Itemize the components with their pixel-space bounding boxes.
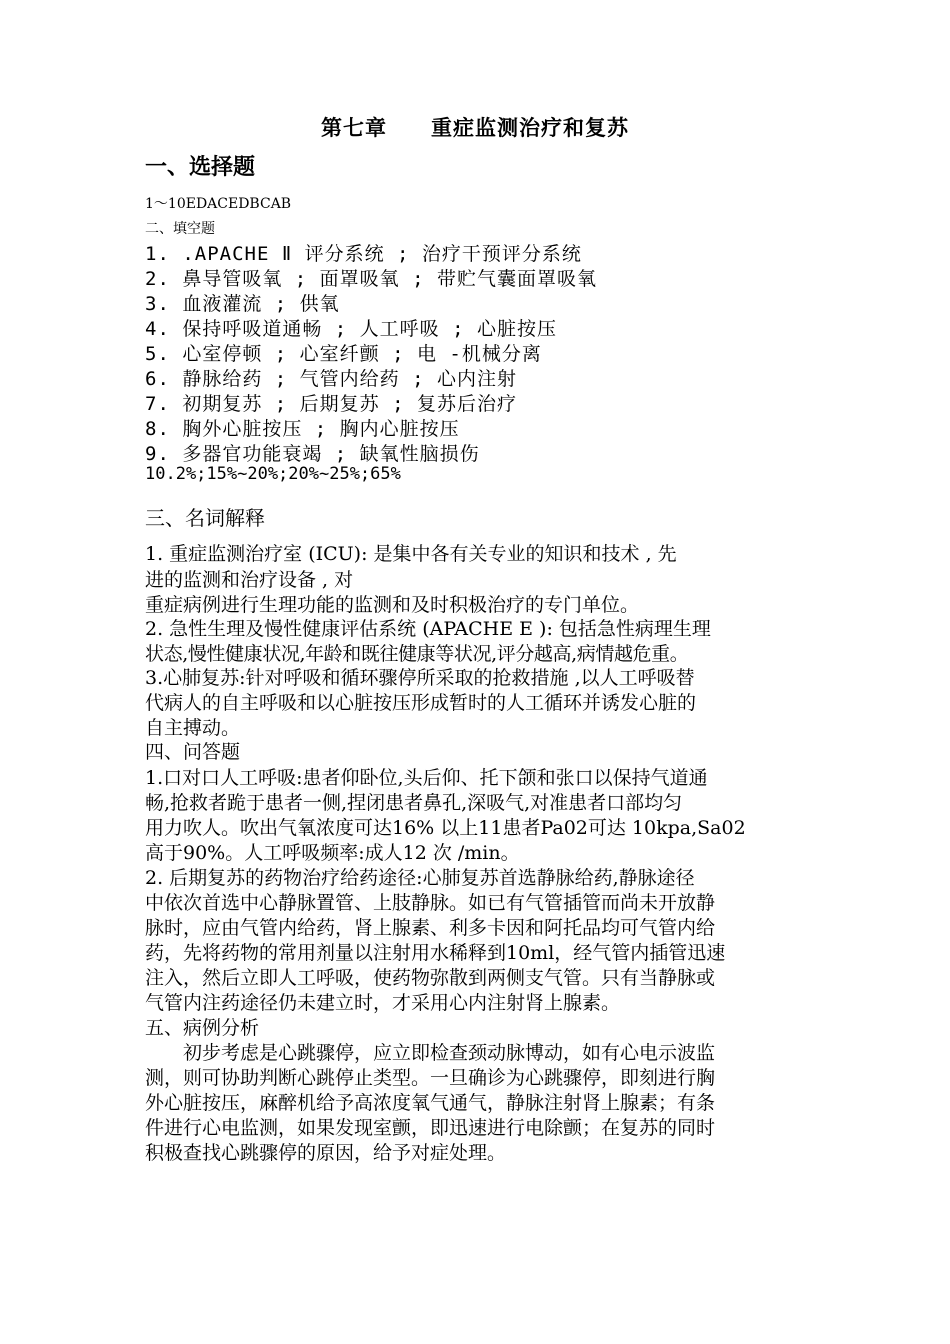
answer-line: 药，先将药物的常用剂量以注射用水稀释到10ml，经气管内插管迅速 <box>145 942 726 964</box>
term-line: 代病人的自主呼吸和以心脏按压形成暂时的人工循环并诱发心脏的 <box>145 692 697 714</box>
answer-line: 中依次首选中心静脉置管、上肢静脉。如已有气管插管而尚未开放静 <box>145 892 716 914</box>
answer-line: 气管内注药途径仍未建立时，才采用心内注射肾上腺素。 <box>145 992 621 1014</box>
case-line: 初步考虑是心跳骤停，应立即检查颈动脉博动，如有心电示波监 <box>145 1042 716 1064</box>
term-line: 状态,慢性健康状况,年龄和既往健康等状况,评分越高,病情越危重。 <box>145 643 689 665</box>
answer-line: 2. 后期复苏的药物治疗给药途径:心肺复苏首选静脉给药,静脉途径 <box>145 867 695 889</box>
section3-heading: 三、名词解释 <box>145 506 265 530</box>
fill-item: 6. 静脉给药 ; 气管内给药 ; 心内注射 <box>145 368 517 390</box>
answer-line: 畅,抢救者跪于患者一侧,捏闭患者鼻孔,深吸气,对准患者口部均匀 <box>145 792 683 814</box>
fill-item: 3. 血液灌流 ; 供氧 <box>145 293 340 315</box>
section5-heading: 五、病例分析 <box>145 1017 260 1039</box>
case-line: 外心脏按压，麻醉机给予高浓度氧气通气，静脉注射肾上腺素；有条 <box>145 1092 716 1114</box>
fill-item: 5. 心室停顿 ; 心室纤颤 ; 电 -机械分离 <box>145 343 542 365</box>
section2-heading: 二、填空题 <box>145 221 215 237</box>
fill-item: 7. 初期复苏 ; 后期复苏 ; 复苏后治疗 <box>145 393 517 415</box>
fill-item: 4. 保持呼吸道通畅 ; 人工呼吸 ; 心脏按压 <box>145 318 557 340</box>
answer-line: 用力吹人。吹出气氧浓度可达16% 以上11患者Pa02可达 10kpa,Sa02 <box>145 817 746 839</box>
fill-item: 1. .APACHE Ⅱ 评分系统 ; 治疗干预评分系统 <box>145 243 582 265</box>
answer-line: 高于90%。人工呼吸频率:成人12 次 /min。 <box>145 842 520 864</box>
answer-line: 脉时，应由气管内给药，肾上腺素、利多卡因和阿托品均可气管内给 <box>145 917 716 939</box>
section4-heading: 四、问答题 <box>145 741 241 763</box>
fill-item: 8. 胸外心脏按压 ; 胸内心脏按压 <box>145 418 460 440</box>
term-line: 2. 急性生理及慢性健康评估系统 (APACHE E ): 包括急性病理生理 <box>145 618 711 640</box>
document-title: 第七章 重症监测治疗和复苏 <box>321 115 629 140</box>
case-line: 测，则可协助判断心跳停止类型。一旦确诊为心跳骤停，即刻进行胸 <box>145 1067 716 1089</box>
section1-heading: 一、选择题 <box>145 154 256 180</box>
fill-item: 10.2%;15%~20%;20%~25%;65% <box>145 464 401 484</box>
case-line: 件进行心电监测，如果发现室颤，即迅速进行电除颤；在复苏的同时 <box>145 1117 716 1139</box>
fill-item: 9. 多器官功能衰竭 ; 缺氧性脑损伤 <box>145 443 480 465</box>
term-line: 重症病例进行生理功能的监测和及时积极治疗的专门单位。 <box>145 594 640 616</box>
term-line: 进的监测和治疗设备 , 对 <box>145 569 354 591</box>
answer-line: 注入，然后立即人工呼吸，使药物弥散到两侧支气管。只有当静脉或 <box>145 967 716 989</box>
term-line: 自主搏动。 <box>145 717 241 739</box>
fill-item: 2. 鼻导管吸氧 ; 面罩吸氧 ; 带贮气囊面罩吸氧 <box>145 268 597 290</box>
case-line: 积极查找心跳骤停的原因，给予对症处理。 <box>145 1142 507 1164</box>
term-line: 1. 重症监测治疗室 (ICU): 是集中各有关专业的知识和技术 , 先 <box>145 543 677 565</box>
choice-answers: 1～10EDACEDBCAB <box>145 196 292 212</box>
term-line: 3.心肺复苏:针对呼吸和循环骤停所采取的抢救措施 ,以人工呼吸替 <box>145 667 695 689</box>
answer-line: 1.口对口人工呼吸:患者仰卧位,头后仰、托下颌和张口以保持气道通 <box>145 767 708 789</box>
